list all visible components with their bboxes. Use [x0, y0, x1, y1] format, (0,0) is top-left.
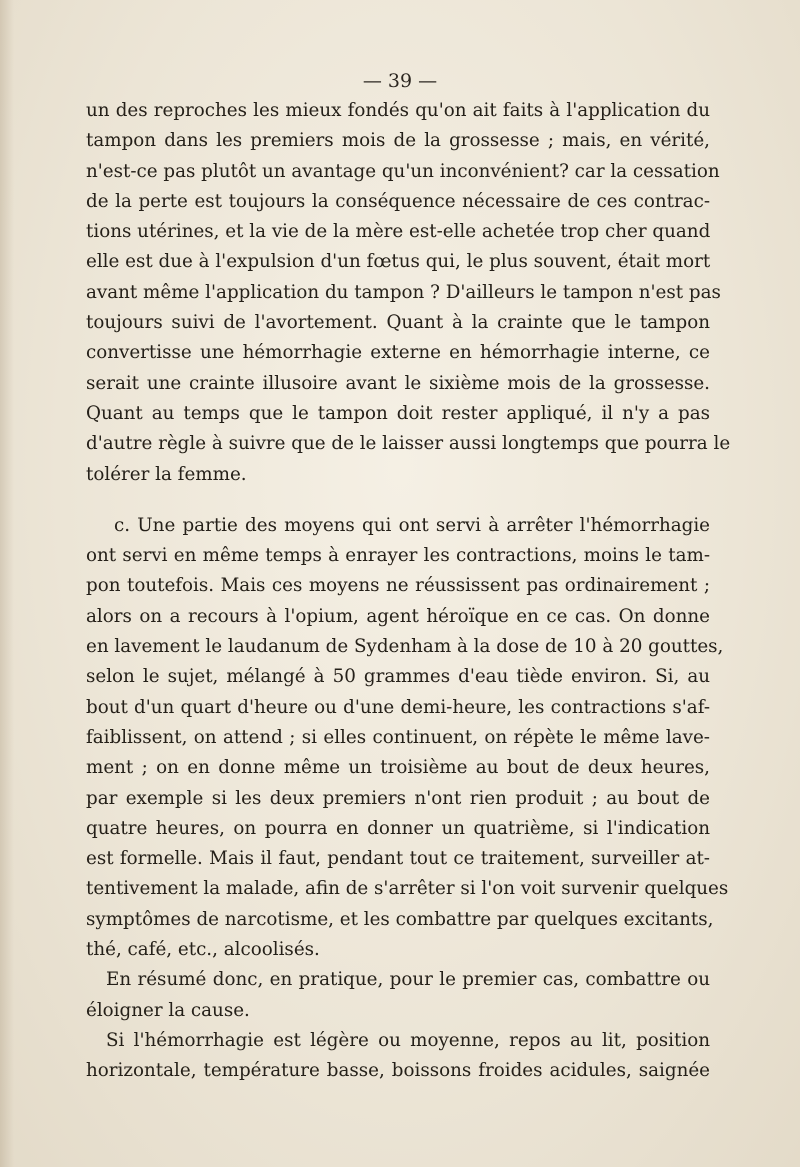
text-line: par exemple si les deux premiers n'ont rien produit ; au bout de [86, 787, 710, 809]
text-line: est formelle. Mais il faut, pendant tout ce traitement, surveiller at- [86, 848, 710, 870]
text-line: ont servi en même temps à enrayer les contractions, moins le tam- [86, 545, 710, 567]
text-line: d'autre règle à suivre que de le laisser aussi longtemps que pourra le [86, 433, 731, 455]
text-line: ment ; on en donne même un troisième au bout de deux heures, [86, 757, 710, 779]
text-line: tampon dans les premiers mois de la grossesse ; mais, en vérité, [86, 130, 710, 152]
text-line: tions utérines, et la vie de la mère est-elle achetée trop cher quand [86, 221, 711, 243]
text-line: horizontale, température basse, boissons froides acidules, saignée [86, 1060, 710, 1082]
page-edge-shadow [0, 0, 14, 1167]
text-line: Quant au temps que le tampon doit rester appliqué, il n'y a pas [86, 402, 710, 424]
text-line: pon toutefois. Mais ces moyens ne réussissent pas ordinairement ; [86, 575, 710, 597]
text-line: serait une crainte illusoire avant le sixième mois de la grossesse. [86, 372, 710, 394]
text-line: quatre heures, on pourra en donner un quatrième, si l'indication [86, 817, 710, 839]
text-line: thé, café, etc., alcoolisés. [86, 939, 320, 961]
text-line: convertisse une hémorrhagie externe en hémorrhagie interne, ce [86, 342, 710, 364]
text-line: tolérer la femme. [86, 463, 247, 485]
text-line: n'est-ce pas plutôt un avantage qu'un inconvénient? car la cessation [86, 160, 720, 182]
text-line: bout d'un quart d'heure ou d'une demi-heure, les contractions s'af- [86, 696, 710, 718]
body-text [86, 96, 731, 1087]
text-line: selon le sujet, mélangé à 50 grammes d'eau tiède environ. Si, au [86, 666, 710, 688]
text-line: toujours suivi de l'avortement. Quant à la crainte que le tampon [86, 312, 710, 334]
text-line: c. Une partie des moyens qui ont servi à arrêter l'hémorrhagie [114, 514, 710, 536]
text-line: éloigner la cause. [86, 999, 250, 1021]
text-line: en lavement le laudanum de Sydenham à la dose de 10 à 20 gouttes, [86, 636, 724, 658]
text-line: Si l'hémorrhagie est légère ou moyenne, repos au lit, position [106, 1029, 710, 1051]
text-line: tentivement la malade, afin de s'arrêter si l'on voit survenir quelques [86, 878, 729, 900]
text-line: elle est due à l'expulsion d'un fœtus qui, le plus souvent, était mort [86, 251, 711, 273]
text-line: alors on a recours à l'opium, agent héroïque en ce cas. On donne [86, 605, 710, 627]
paragraph-gap [86, 490, 710, 511]
text-line: avant même l'application du tampon ? D'ailleurs le tampon n'est pas [86, 281, 721, 303]
text-line: symptômes de narcotisme, et les combattre par quelques excitants, [86, 908, 714, 930]
text-line: En résumé donc, en pratique, pour le premier cas, combattre ou [106, 969, 710, 991]
page-number: — 39 — [362, 70, 438, 92]
text-line: faiblissent, on attend ; si elles continuent, on répète le même lave- [86, 726, 710, 748]
text-line: de la perte est toujours la conséquence nécessaire de ces contrac- [86, 190, 710, 212]
text-line: un des reproches les mieux fondés qu'on ait faits à l'application du [86, 100, 710, 121]
